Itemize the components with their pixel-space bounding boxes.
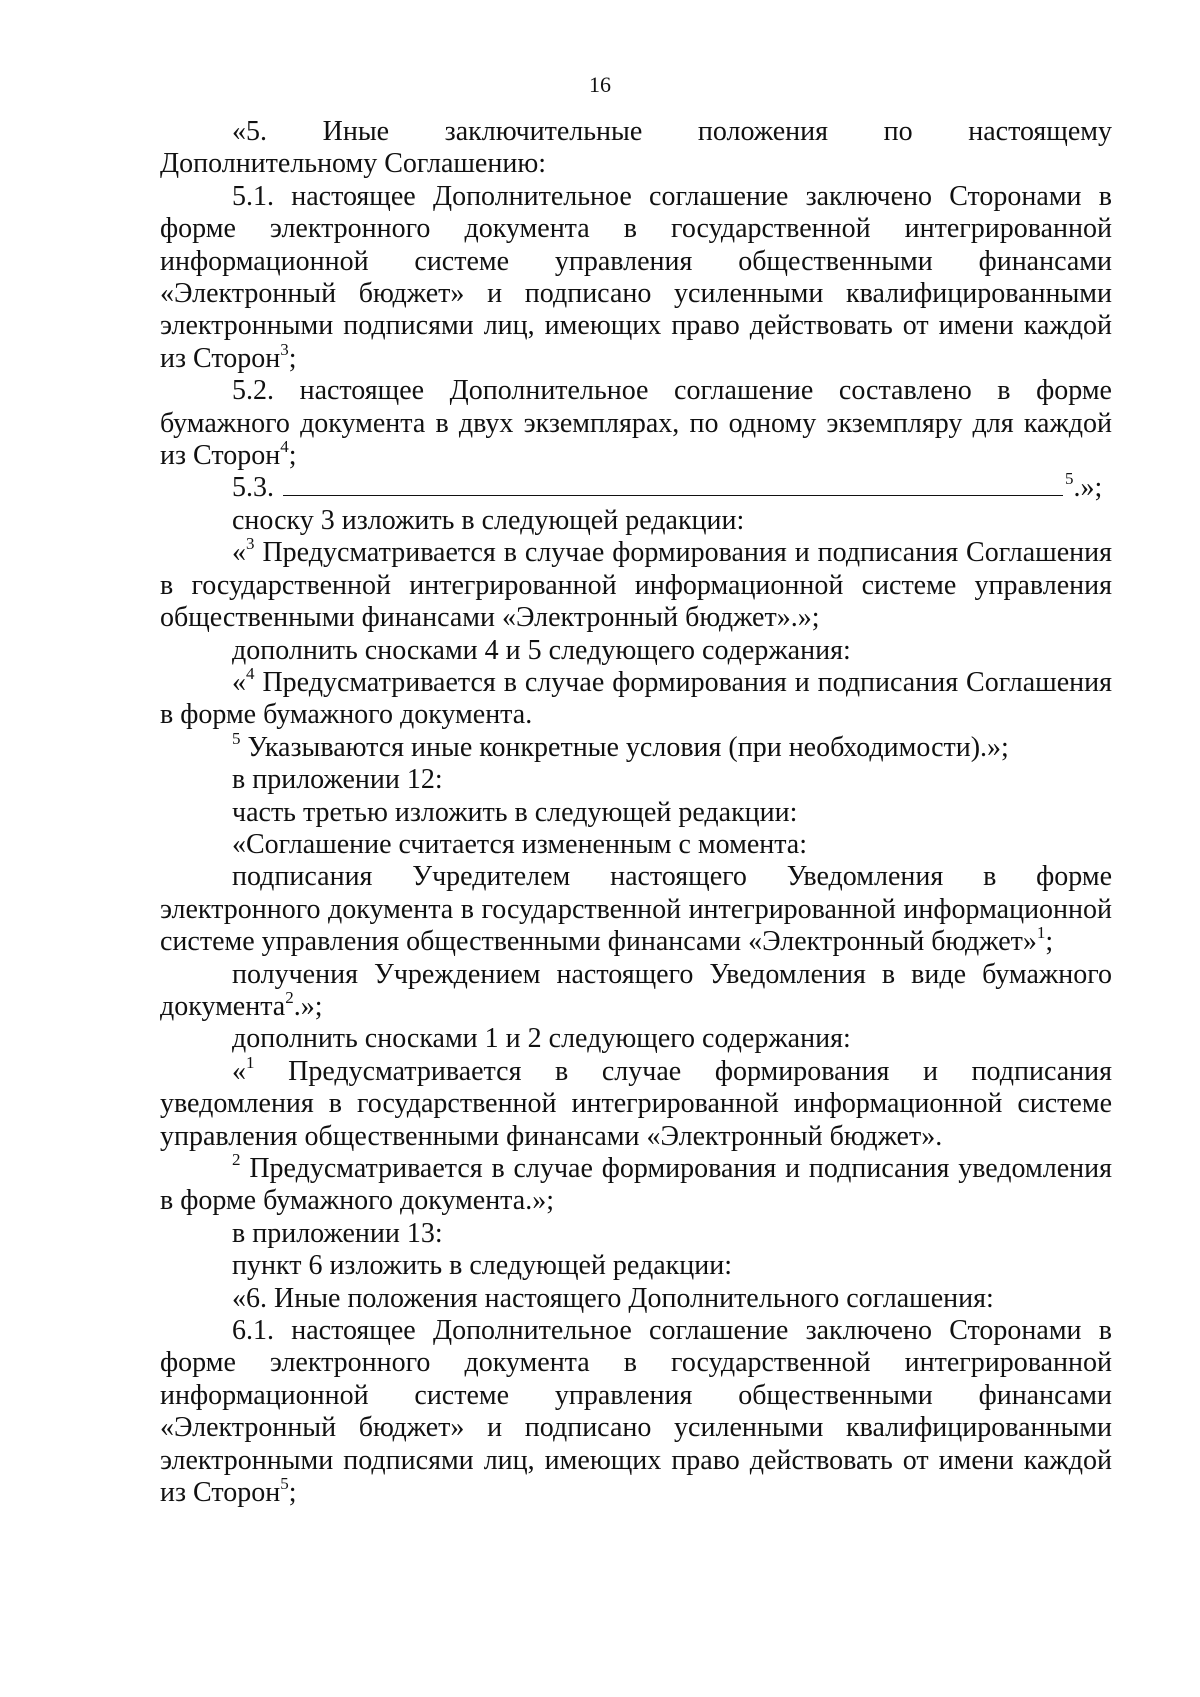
paragraph-text: Предусматривается в случае формирования и подписания уведомления в государственной интегрированной информационной системе управления общественными финансами «Электронный бюджет». <box>160 1055 1112 1152</box>
paragraph-text: в приложении 12: <box>232 764 443 796</box>
paragraph-text: Предусматривается в случае формирования и подписания уведомления в форме бумажного документа.»; <box>160 1153 1112 1217</box>
paragraph-text: 5.3. <box>232 472 281 504</box>
paragraph <box>160 148 1112 180</box>
paragraph-text: ; <box>288 342 297 374</box>
paragraph-text: пункт 6 изложить в следующей редакции: <box>232 1250 732 1282</box>
footnote-reference: 5 <box>232 728 241 748</box>
paragraph-text: « <box>232 666 246 698</box>
paragraph-text: .»; <box>1073 472 1103 504</box>
paragraph-text: дополнить сносками 1 и 2 следующего содержания: <box>232 1023 851 1055</box>
paragraph-text: «6. Иные положения настоящего Дополнительного соглашения: <box>232 1282 994 1314</box>
paragraph-text: « <box>232 537 246 569</box>
paragraph <box>160 1315 1112 1509</box>
paragraph-text: Указываются иные конкретные условия (при необходимости).»; <box>240 731 1009 763</box>
paragraph <box>160 635 1112 667</box>
footnote-reference: 5 <box>1065 469 1074 489</box>
paragraph <box>160 375 1112 472</box>
paragraph <box>160 728 1112 764</box>
footnote-reference: 2 <box>285 987 294 1007</box>
paragraph-text: Предусматривается в случае формирования и подписания Соглашения в форме бумажного документа. <box>160 666 1112 731</box>
document-body <box>160 116 1112 1509</box>
paragraph-text: в приложении 13: <box>232 1217 443 1249</box>
footnote-reference: 5 <box>280 1474 289 1494</box>
paragraph <box>160 505 1112 537</box>
paragraph <box>160 1150 1112 1218</box>
paragraph-text: ; <box>1045 926 1054 958</box>
paragraph <box>160 959 1112 1024</box>
paragraph-text: Предусматривается в случае формирования и подписания Соглашения в государственной интегрированной информационной системе управления общественными финансами «Электронный бюджет».»; <box>160 537 1112 634</box>
paragraph-text: подписания Учредителем настоящего Уведомления в форме электронного документа в государственной интегрированной информационной системе управления общественными финансами «Электронный бюджет» <box>160 861 1112 958</box>
page-number: 16 <box>589 72 611 97</box>
footnote-reference: 2 <box>232 1150 241 1169</box>
footnote-reference: 1 <box>246 1052 255 1072</box>
paragraph-text: ; <box>288 440 297 472</box>
paragraph-text: сноску 3 изложить в следующей редакции: <box>232 504 745 536</box>
paragraph <box>160 829 1112 861</box>
footnote-reference: 3 <box>246 534 255 554</box>
paragraph <box>160 1052 1112 1153</box>
fill-in-blank-line <box>283 473 1063 496</box>
paragraph-text: Дополнительному Соглашению: <box>160 148 547 180</box>
paragraph <box>160 116 1112 148</box>
footnote-reference: 4 <box>246 663 255 683</box>
paragraph-text: .»; <box>293 990 323 1022</box>
paragraph <box>160 469 1112 504</box>
footnote-reference: 1 <box>1036 923 1046 943</box>
paragraph <box>160 181 1112 375</box>
paragraph <box>160 764 1112 796</box>
paragraph-text: дополнить сносками 4 и 5 следующего содержания: <box>232 634 851 666</box>
paragraph <box>160 1250 1112 1282</box>
paragraph <box>160 861 1112 958</box>
paragraph-text: получения Учреждением настоящего Уведомления в виде бумажного документа <box>160 958 1112 1022</box>
paragraph <box>160 534 1112 634</box>
paragraph-text: 5.2. настоящее Дополнительное соглашение составлено в форме бумажного документа в двух экземплярах, по одному экземпляру для каждой из Сторон <box>160 375 1112 472</box>
paragraph-text: «5. Иные заключительные положения по настоящему <box>232 116 1112 147</box>
paragraph <box>160 1283 1112 1315</box>
paragraph <box>160 663 1112 732</box>
footnote-reference: 3 <box>280 339 289 359</box>
footnote-reference: 4 <box>280 437 289 457</box>
paragraph-text: 5.1. настоящее Дополнительное соглашение заключено Сторонами в форме электронного документа в государственной интегрированной информационной системе управления общественными финансами «Электронный бюджет» и подписано усиленными квалифицированными электронными подписями лиц, имеющих право действовать от имени каждой из Сторон <box>160 180 1112 374</box>
paragraph <box>160 1218 1112 1250</box>
paragraph-text: часть третью изложить в следующей редакции: <box>232 796 798 828</box>
paragraph-text: «Соглашение считается измененным с момента: <box>232 828 808 860</box>
paragraph-text: « <box>232 1055 246 1087</box>
paragraph <box>160 797 1112 829</box>
paragraph <box>160 1023 1112 1055</box>
paragraph-text: ; <box>288 1477 297 1509</box>
paragraph-text: 6.1. настоящее Дополнительное соглашение заключено Сторонами в форме электронного документа в государственной интегрированной информационной системе управления общественными финансами «Электронный бюджет» и подписано усиленными квалифицированными электронными подписями лиц, имеющих право действовать от имени каждой из Сторон <box>160 1315 1112 1509</box>
